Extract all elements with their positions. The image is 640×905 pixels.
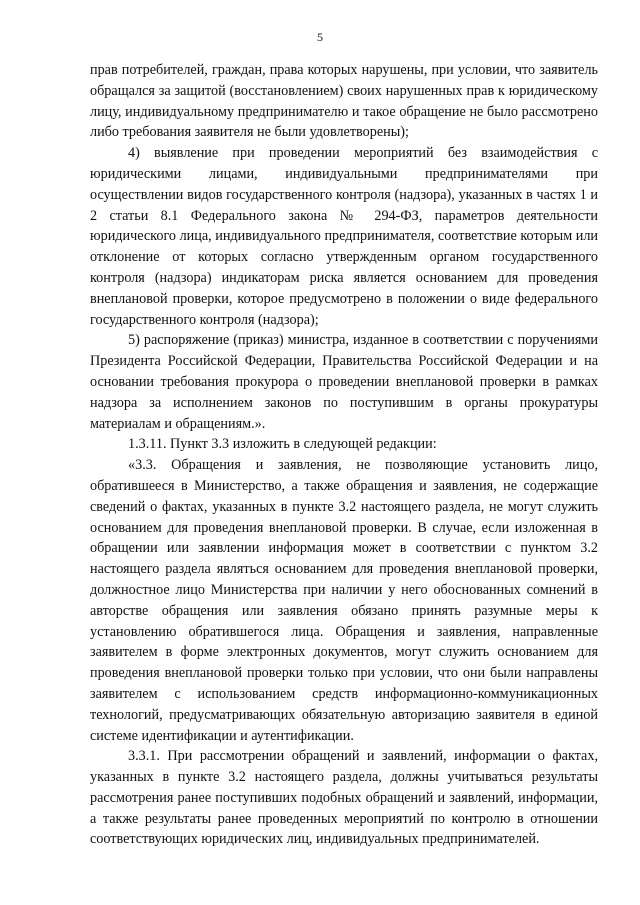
paragraph-item-4: 4) выявление при проведении мероприятий без взаимодействия с юридическими лицами, индивидуальными предпринимателями при осуществлении видов государственного контроля (надзора), указанных в частях 1 и 2 статьи 8.1 Федерального закона № 294-ФЗ, параметров деятельности юридического лица, индивидуального предпринимателя, соответствие которым или отклонение от которых согласно утвержденным органом государственного контроля (надзора) индикаторам риска является основанием для проведения внеплановой проверки, которое предусмотрено в положении о виде федерального государственного контроля (надзора); [90,145,598,328]
paragraph-clause-3-3-1: 3.3.1. При рассмотрении обращений и заявлений, информации о фактах, указанных в пункте 3.2 настоящего раздела, должны учитываться результаты рассмотрения ранее поступивших подобных обращений и заявлений, информации, а также результаты ранее проведенных мероприятий по контролю в отношении соответствующих юридических лиц, индивидуальных предпринимателей. [90,748,598,848]
document-body [90,60,598,850]
paragraph-clause-3-3: «3.3. Обращения и заявления, не позволяющие установить лицо, обратившееся в Министерство, а также обращения и заявления, не содержащие сведений о фактах, указанных в пункте 3.2 настоящего раздела, не могут служить основанием для проведения внеплановой проверки. В случае, если изложенная в обращении или заявлении информация может в соответствии с пунктом 3.2 настоящего раздела являться основанием для проведения внеплановой проверки, должностное лицо Министерства при наличии у него обоснованных сомнений в авторстве обращения или заявления обязано принять разумные меры к установлению обратившегося лица. Обращения и заявления, направленные заявителем в форме электронных документов, могут служить основанием для проведения внеплановой проверки только при условии, что они были направлены заявителем с использованием средств информационно-коммуникационных технологий, предусматривающих обязательную авторизацию заявителя в единой системе идентификации и аутентификации. [90,457,598,744]
paragraph-item-5: 5) распоряжение (приказ) министра, изданное в соответствии с поручениями Президента Российской Федерации, Правительства Российской Федерации и на основании требования прокурора о проведении внеплановой проверки в рамках надзора за исполнением законов по поступившим в органы прокуратуры материалам и обращениям.». [90,332,598,432]
page-number: 5 [317,30,323,44]
paragraph-continuation: прав потребителей, граждан, права которых нарушены, при условии, что заявитель обращался за защитой (восстановлением) своих нарушенных прав к юридическому лицу, индивидуальному предпринимателю и такое обращение не было рассмотрено либо требования заявителя не были удовлетворены); [90,62,598,141]
paragraph-amendment-1-3-11: 1.3.11. Пункт 3.3 изложить в следующей редакции: [128,436,437,453]
